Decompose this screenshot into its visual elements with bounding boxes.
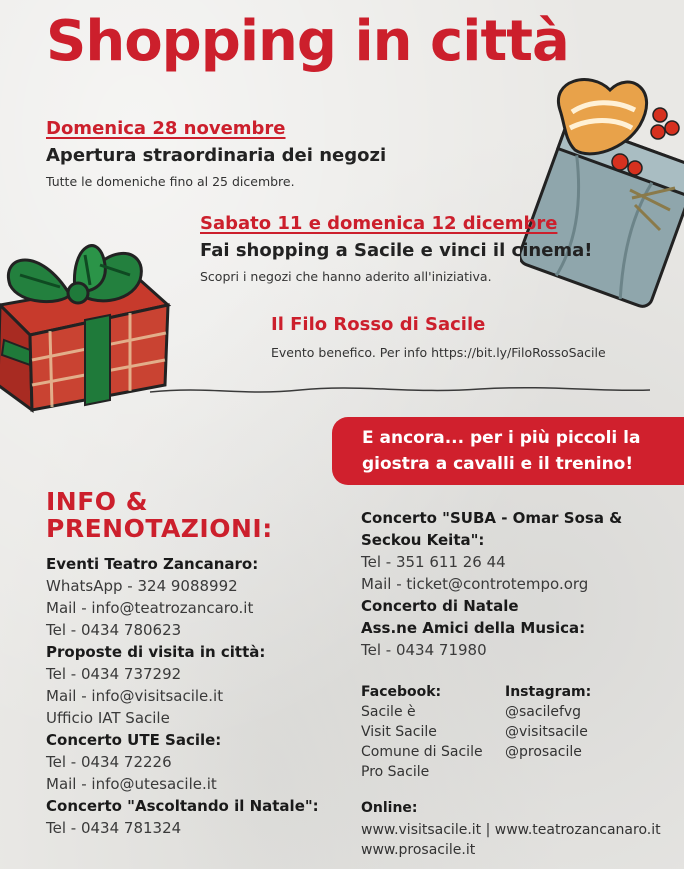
info-line: Mail - info@teatrozancaro.it xyxy=(46,599,254,617)
event-2-date: Sabato 11 e domenica 12 dicembre xyxy=(200,213,558,234)
info-heading xyxy=(46,488,273,542)
facebook-block xyxy=(361,682,483,782)
info-line: Mail - ticket@controtempo.org xyxy=(361,575,589,593)
red-thread-divider xyxy=(150,380,650,400)
info-line: Mail - info@utesacile.it xyxy=(46,775,217,793)
instagram-item[interactable]: @prosacile xyxy=(505,744,582,760)
page-title: Shopping in città xyxy=(46,9,569,74)
info-line: WhatsApp - 324 9088992 xyxy=(46,577,238,595)
event-1-desc: Tutte le domeniche fino al 25 dicembre. xyxy=(46,174,295,189)
event-3-title: Il Filo Rosso di Sacile xyxy=(271,314,486,335)
info-line: Tel - 0434 780623 xyxy=(46,621,182,639)
event-2-title: Fai shopping a Sacile e vinci il cinema! xyxy=(200,240,593,261)
info-line: Tel - 0434 71980 xyxy=(361,641,487,659)
instagram-item[interactable]: @visitsacile xyxy=(505,724,588,740)
banner-line-2: giostra a cavalli e il trenino! xyxy=(362,454,634,474)
instagram-block xyxy=(505,682,591,762)
online-links-line-2[interactable]: www.prosacile.it xyxy=(361,842,476,858)
facebook-item[interactable]: Visit Sacile xyxy=(361,724,437,740)
event-2-desc: Scopri i negozi che hanno aderito all'iniziativa. xyxy=(200,269,492,284)
online-links-line-1[interactable]: www.visitsacile.it | www.teatrozancanaro.it xyxy=(361,822,661,838)
info-label: Seckou Keita": xyxy=(361,531,485,549)
info-heading-line-1: INFO & xyxy=(46,487,149,516)
facebook-item[interactable]: Sacile è xyxy=(361,704,416,720)
info-line: Tel - 0434 781324 xyxy=(46,819,182,837)
kids-rides-banner xyxy=(332,417,684,485)
info-label: Proposte di visita in città: xyxy=(46,643,266,661)
instagram-label: Instagram: xyxy=(505,684,592,700)
online-block xyxy=(361,798,661,860)
info-line: Ufficio IAT Sacile xyxy=(46,709,170,727)
event-3-desc: Evento benefico. Per info https://bit.ly/FiloRossoSacile xyxy=(271,345,606,360)
info-label: Ass.ne Amici della Musica: xyxy=(361,619,586,637)
info-line: Tel - 351 611 26 44 xyxy=(361,553,506,571)
instagram-item[interactable]: @sacilefvg xyxy=(505,704,582,720)
online-label: Online: xyxy=(361,800,418,816)
info-label: Concerto di Natale xyxy=(361,597,519,615)
info-label: Concerto "Ascoltando il Natale": xyxy=(46,797,319,815)
info-heading-line-2: PRENOTAZIONI: xyxy=(46,514,273,543)
facebook-item[interactable]: Pro Sacile xyxy=(361,764,430,780)
event-1-title: Apertura straordinaria dei negozi xyxy=(46,145,387,166)
facebook-item[interactable]: Comune di Sacile xyxy=(361,744,483,760)
info-line: Tel - 0434 72226 xyxy=(46,753,172,771)
facebook-label: Facebook: xyxy=(361,684,442,700)
event-3 xyxy=(271,314,606,360)
event-1 xyxy=(46,118,386,189)
info-label: Eventi Teatro Zancanaro: xyxy=(46,555,259,573)
info-left-column xyxy=(46,553,319,839)
event-2 xyxy=(200,213,593,284)
banner-line-1: E ancora... per i più piccoli la xyxy=(362,428,641,448)
event-1-date: Domenica 28 novembre xyxy=(46,118,286,139)
info-right-column xyxy=(361,507,622,661)
info-label: Concerto UTE Sacile: xyxy=(46,731,222,749)
info-line: Tel - 0434 737292 xyxy=(46,665,182,683)
info-line: Mail - info@visitsacile.it xyxy=(46,687,224,705)
info-label: Concerto "SUBA - Omar Sosa & xyxy=(361,509,623,527)
